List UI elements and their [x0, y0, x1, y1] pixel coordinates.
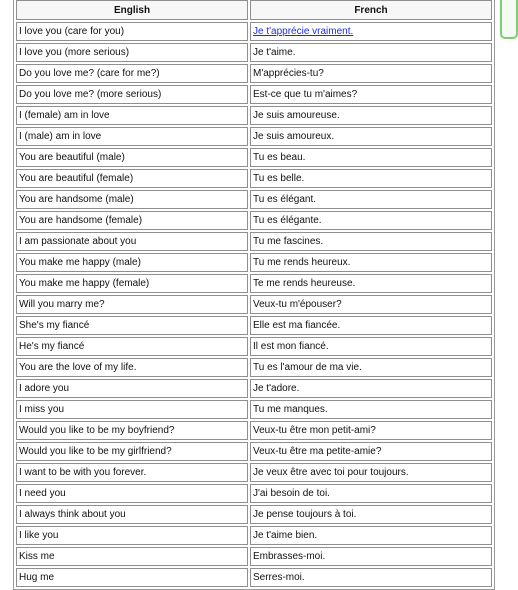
french-cell: Est-ce que tu m'aimes? [250, 85, 492, 104]
table-row [16, 85, 492, 104]
english-cell: I (female) am in love [16, 106, 248, 125]
english-cell: You make me happy (male) [16, 253, 248, 272]
english-cell: You are the love of my life. [16, 358, 248, 377]
english-cell: I am passionate about you [16, 232, 248, 251]
table-body [16, 22, 492, 587]
phrase-table [13, 0, 495, 590]
french-cell: Tu me rends heureux. [250, 253, 492, 272]
english-cell: Would you like to be my boyfriend? [16, 421, 248, 440]
french-cell: Il est mon fiancé. [250, 337, 492, 356]
english-cell: You make me happy (female) [16, 274, 248, 293]
english-cell: I love you (care for you) [16, 22, 248, 41]
french-cell: Tu es l'amour de ma vie. [250, 358, 492, 377]
french-cell: Veux-tu m'épouser? [250, 295, 492, 314]
table-row [16, 484, 492, 503]
french-cell: Veux-tu être mon petit-ami? [250, 421, 492, 440]
table-row [16, 379, 492, 398]
french-cell: Je pense toujours à toi. [250, 505, 492, 524]
french-cell: Te me rends heureuse. [250, 274, 492, 293]
french-cell: Tu me manques. [250, 400, 492, 419]
header-french: French [250, 0, 492, 20]
french-cell: Je t'adore. [250, 379, 492, 398]
side-tab[interactable] [500, 0, 518, 39]
table-row [16, 463, 492, 482]
french-cell: M'apprécies-tu? [250, 64, 492, 83]
french-cell: Je suis amoureuse. [250, 106, 492, 125]
english-cell: I adore you [16, 379, 248, 398]
french-cell: Embrasses-moi. [250, 547, 492, 566]
english-cell: Would you like to be my girlfriend? [16, 442, 248, 461]
french-cell: Je suis amoureux. [250, 127, 492, 146]
english-cell: You are beautiful (male) [16, 148, 248, 167]
english-cell: He's my fiancé [16, 337, 248, 356]
table-row [16, 295, 492, 314]
english-cell: I always think about you [16, 505, 248, 524]
english-cell: I love you (more serious) [16, 43, 248, 62]
table-row [16, 64, 492, 83]
table-row [16, 568, 492, 587]
table-row [16, 547, 492, 566]
french-cell: Tu es élégant. [250, 190, 492, 209]
french-cell: Je t'aime bien. [250, 526, 492, 545]
table-row [16, 211, 492, 230]
header-row [16, 0, 492, 20]
french-cell: Veux-tu être ma petite-amie? [250, 442, 492, 461]
english-cell: I want to be with you forever. [16, 463, 248, 482]
table-row [16, 22, 492, 41]
french-cell: Elle est ma fiancée. [250, 316, 492, 335]
table-row [16, 442, 492, 461]
english-cell: Kiss me [16, 547, 248, 566]
french-cell: Tu es élégante. [250, 211, 492, 230]
french-cell: Tu es beau. [250, 148, 492, 167]
english-cell: Hug me [16, 568, 248, 587]
french-link[interactable]: Je t'apprécie vraiment. [253, 26, 354, 37]
french-cell: Tu es belle. [250, 169, 492, 188]
table-row [16, 421, 492, 440]
table-row [16, 400, 492, 419]
table-row [16, 253, 492, 272]
table-row [16, 232, 492, 251]
table-row [16, 127, 492, 146]
english-cell: Do you love me? (more serious) [16, 85, 248, 104]
english-cell: Do you love me? (care for me?) [16, 64, 248, 83]
header-english: English [16, 0, 248, 20]
english-cell: Will you marry me? [16, 295, 248, 314]
english-cell: I (male) am in love [16, 127, 248, 146]
english-cell: I need you [16, 484, 248, 503]
english-cell: You are beautiful (female) [16, 169, 248, 188]
table-row [16, 358, 492, 377]
table-row [16, 190, 492, 209]
english-cell: She's my fiancé [16, 316, 248, 335]
english-cell: I like you [16, 526, 248, 545]
table-row [16, 316, 492, 335]
table-row [16, 337, 492, 356]
english-cell: I miss you [16, 400, 248, 419]
english-cell: You are handsome (male) [16, 190, 248, 209]
french-cell: Serres-moi. [250, 568, 492, 587]
english-cell: You are handsome (female) [16, 211, 248, 230]
table-row [16, 526, 492, 545]
french-cell: J'ai besoin de toi. [250, 484, 492, 503]
french-cell: Je veux être avec toi pour toujours. [250, 463, 492, 482]
table-row [16, 505, 492, 524]
french-cell: Je t'aime. [250, 43, 492, 62]
table-row [16, 274, 492, 293]
french-cell [250, 22, 492, 41]
table-row [16, 43, 492, 62]
table-row [16, 169, 492, 188]
french-cell: Tu me fascines. [250, 232, 492, 251]
table-row [16, 106, 492, 125]
table-row [16, 148, 492, 167]
